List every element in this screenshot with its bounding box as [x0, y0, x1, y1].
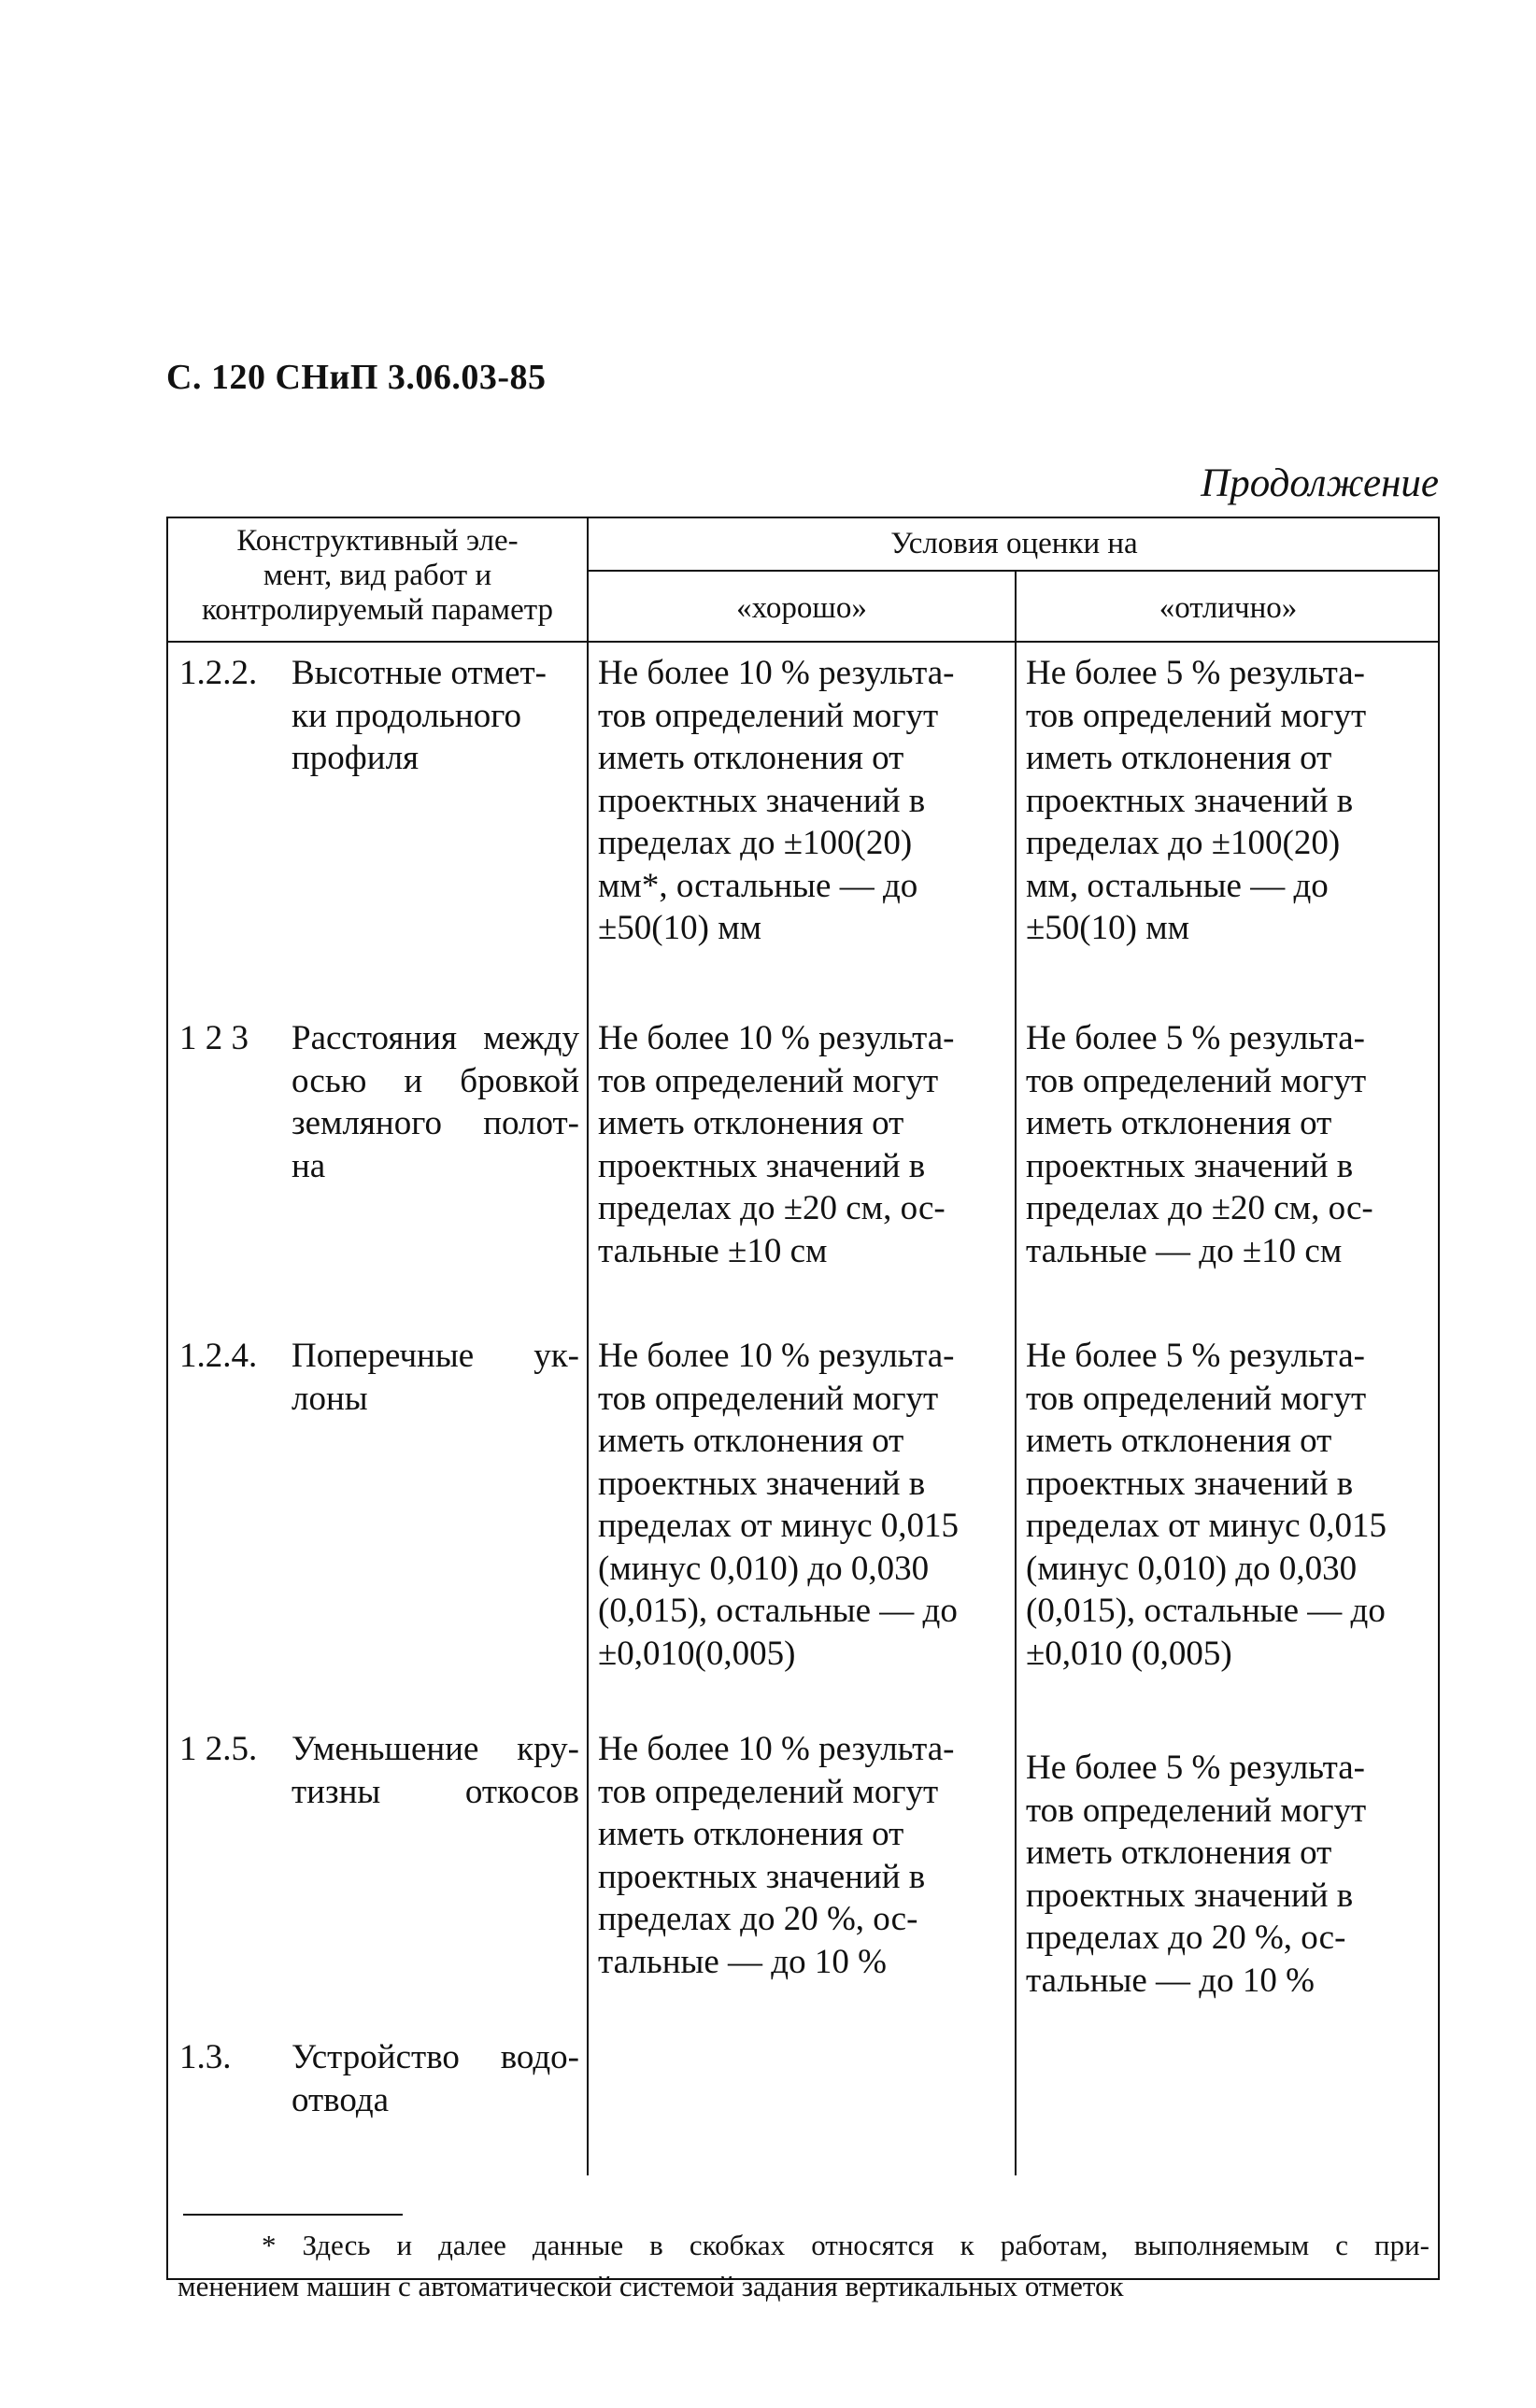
- table-row-good: Не более 10 % результа- тов определений могут иметь отклонения от проектных значений в пределах до 20 %, ос- тальные — до 10 %: [598, 1730, 955, 1981]
- header-bottom-border: [168, 641, 1440, 643]
- row-number: 1.2.2.: [179, 654, 258, 692]
- row-number: 1.3.: [179, 2038, 232, 2076]
- criteria-table: [166, 517, 1440, 2280]
- table-row-param: [179, 2036, 579, 2130]
- column-divider-2: [1015, 570, 1017, 2175]
- table-row-param: [179, 1728, 579, 1821]
- footnote-line-1: * Здесь и далее данные в скобках относятся к работам, выполняемым с при-: [262, 2229, 1429, 2261]
- header-conditions: Условия оценки на: [890, 527, 1138, 560]
- column-divider-1: [587, 518, 589, 2175]
- header-param: Конструктивный эле- мент, вид работ и контролируемый параметр: [201, 524, 554, 627]
- row-number: 1.2.4.: [179, 1337, 258, 1375]
- table-row-excellent: Не более 5 % результа- тов определений могут иметь отклонения от проектных значений в пределах до ±100(20) мм, остальные — до ±50(10) мм: [1026, 654, 1367, 947]
- table-row-excellent: Не более 5 % результа- тов определений могут иметь отклонения от проектных значений в пределах до ±20 см, ос- тальные — до ±10 см: [1026, 1019, 1373, 1270]
- row-number: 1 2 3: [179, 1019, 249, 1057]
- footnote: [178, 2225, 1429, 2307]
- footnote-line-2: менением машин с автоматической системой задания вертикальных отметок: [178, 2270, 1124, 2302]
- row-param-text: Поперечные ук- лоны: [292, 1337, 579, 1418]
- header-good: «хорошо»: [736, 591, 867, 625]
- page-header: С. 120 СНиП 3.06.03-85: [166, 358, 547, 397]
- table-row-good: Не более 10 % результа- тов определений могут иметь отклонения от проектных значений в пределах до ±100(20) мм*, остальные — до ±50(10) мм: [598, 654, 955, 947]
- row-param-text: Расстояния между осью и бровкой земляного полот- на: [292, 1019, 579, 1185]
- row-param-text: Высотные отмет- ки продольного профиля: [292, 654, 547, 777]
- row-param-text: Устройство водо- отвода: [292, 2038, 579, 2119]
- table-row-param: [179, 652, 579, 783]
- table-row-excellent: Не более 5 % результа- тов определений могут иметь отклонения от проектных значений в пределах до 20 %, ос- тальные — до 10 %: [1026, 1749, 1367, 2000]
- table-row-good: Не более 10 % результа- тов определений могут иметь отклонения от проектных значений в пределах от минус 0,015 (минус 0,010) до 0,030 (0,015), остальные — до ±0,010(0,005): [598, 1337, 959, 1673]
- table-row-param: [179, 1017, 579, 1195]
- table-row-excellent: Не более 5 % результа- тов определений могут иметь отклонения от проектных значений в пределах от минус 0,015 (минус 0,010) до 0,030 (0,015), остальные — до ±0,010 (0,005): [1026, 1337, 1387, 1673]
- header-excellent: «отлично»: [1159, 591, 1298, 625]
- row-param-text: Уменьшение кру- тизны откосов: [292, 1730, 579, 1811]
- continuation-label: Продолжение: [1201, 461, 1439, 505]
- table-row-good: Не более 10 % результа- тов определений могут иметь отклонения от проектных значений в пределах до ±20 см, ос- тальные ±10 см: [598, 1019, 955, 1270]
- header-divider-conditions: [587, 570, 1440, 572]
- table-row-param: [179, 1335, 579, 1428]
- row-number: 1 2.5.: [179, 1730, 258, 1768]
- footnote-rule: [183, 2214, 403, 2216]
